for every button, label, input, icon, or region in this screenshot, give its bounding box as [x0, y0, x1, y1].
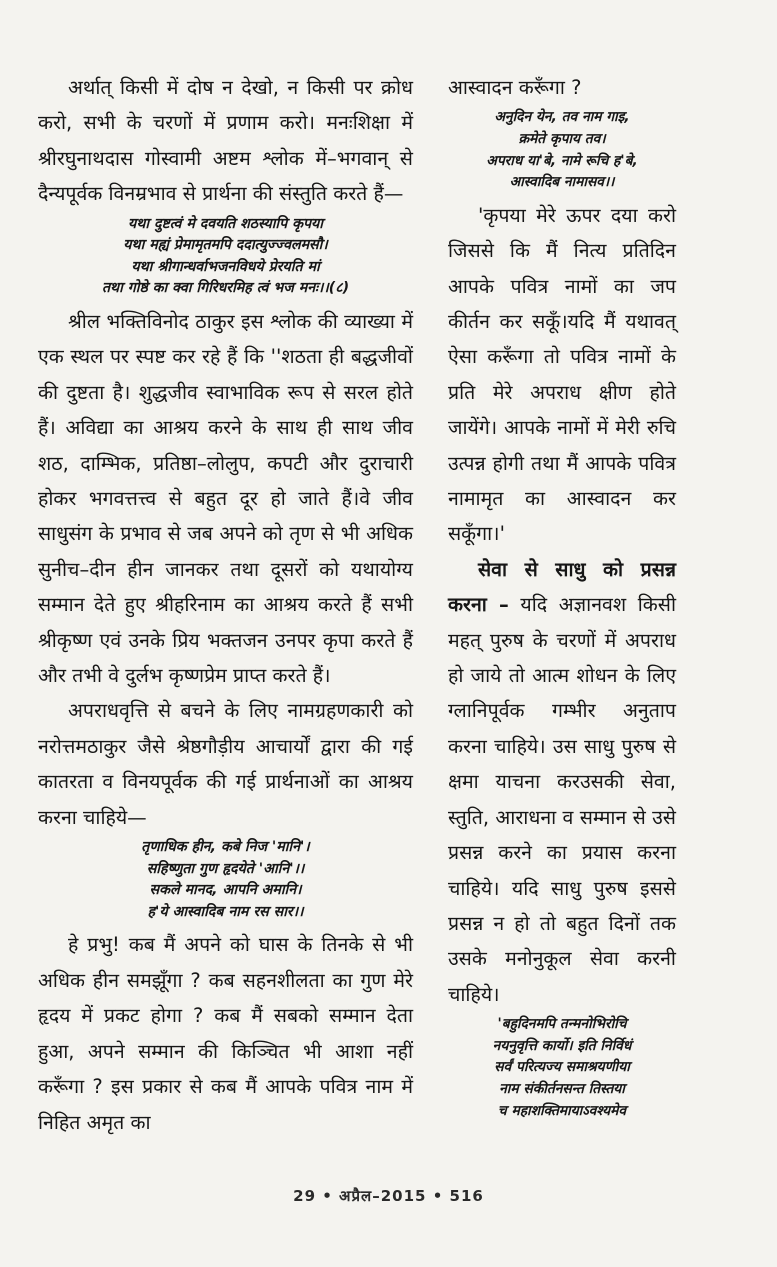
section-heading: सेवा से साधु को प्रसन्न करना – [448, 557, 676, 617]
verse-line: च महाशक्तिमायाऽवश्यमेव [497, 1102, 627, 1119]
sanskrit-verse [448, 1014, 676, 1122]
paragraph: अपराधवृत्ति से बचने के लिए नामग्रहणकारी को नरोत्तमठाकुर जैसे श्रेष्ठगौड़ीय आचार्यों द्वारा की गई कातरता व विनयपूर्वक की गई प्रार्थनाओं का आश्रय करना चाहिये— [38, 699, 413, 829]
paragraph: हे प्रभु! कब मैं अपने को घास के तिनके से भी अधिक हीन समझूँगा ? कब सहनशीलता का गुण मेरे हृदय में प्रकट होगा ? कब मैं सबको सम्मान देता हुआ, अपने सम्मान की किञ्चित भी आशा नहीं करूँगा ? इस प्रकार से कब मैं आपके पवित्र नाम में निहित अमृत का [38, 933, 413, 1134]
right-column [448, 70, 676, 1126]
paragraph: अर्थात् किसी में दोष न देखो, न किसी पर क्रोध करो, सभी के चरणों में प्रणाम करो। मनःशिक्षा में श्रीरघुनाथदास गोस्वामी अष्टम श्लोक में–भगवान् से दैन्यपूर्वक विनम्रभाव से प्रार्थना की संस्तुति करते हैं— [38, 76, 413, 206]
verse-line: यथा मह्यं प्रेमामृतमपि ददात्युज्ज्वलमसौ। [123, 237, 328, 254]
verse-line: तृणाधिक हीन, कबे निज 'मानि'। [141, 839, 310, 856]
verse-line: तथा गोष्ठे का क्वा गिरिधरमिह त्वं भज मनः।।(८) [101, 280, 350, 297]
bengali-verse [448, 107, 676, 193]
verse-line: क्रमेते कृपाय तव। [518, 131, 606, 147]
paragraph: आस्वादन करूँगा ? [448, 76, 582, 99]
left-column [38, 70, 413, 1140]
verse-line: अनुदिन येन, तव नाम गाइ, [494, 109, 630, 126]
verse-line: यथा दुष्टत्वं मे दवयति शठस्यापि कृपया [128, 215, 323, 232]
bengali-verse [38, 837, 413, 923]
verse-line: सहिष्णुता गुण हृदयेते 'आनि'।। [146, 860, 305, 877]
verse-line: नाम संकीर्तनसन्त तिस्तया [499, 1080, 625, 1097]
page-footer: 29 • अप्रैल–2015 • 516 [293, 1187, 484, 1205]
verse-line: ह'ये आस्वादिब नाम रस सार।। [147, 903, 304, 920]
paragraph [448, 552, 676, 1012]
sanskrit-verse [38, 214, 413, 300]
verse-line: सर्वं परित्यज्य समाश्रयणीया [494, 1059, 630, 1076]
paragraph: श्रील भक्तिविनोद ठाकुर इस श्लोक की व्याख्या में एक स्थल पर स्पष्ट कर रहे हैं कि ''शठता ही बद्धजीवों की दुष्टता है। शुद्धजीव स्वाभाविक रूप से सरल होते हैं। अविद्या का आश्रय करने के साथ ही साथ जीव शठ, दाम्भिक, प्रतिष्ठा–लोलुप, कपटी और दुराचारी होकर भगवत्तत्त्व से बहुत दूर हो जाते हैं।वे जीव साधुसंग के प्रभाव से जब अपने को तृण से भी अधिक सुनीच–दीन हीन जानकर तथा दूसरों को यथायोग्य सम्मान देते हुए श्रीहरिनाम का आश्रय करते हैं सभी श्रीकृष्ण एवं उनके प्रिय भक्तजन उनपर कृपा करते हैं और तभी वे दुर्लभ कृष्णप्रेम प्राप्त करते हैं। [38, 310, 413, 688]
verse-line: 'बहुदिनमपि तन्मनोभिरोचि [497, 1016, 627, 1033]
verse-line: यथा श्रीगान्धर्वाभजनविधये प्रेरयति मां [131, 258, 320, 275]
verse-line: अपराध या'बे, नामे रूचि ह'बे, [486, 152, 638, 169]
verse-line: सकले मानद, आपनि अमानि। [149, 882, 302, 899]
paragraph: 'कृपया मेरे ऊपर दया करो जिससे कि मैं नित्य प्रतिदिन आपके पवित्र नामों का जप कीर्तन कर सकूँ।यदि मैं यथावत् ऐसा करूँगा तो पवित्र नामों के प्रति मेरे अपराध क्षीण होते जायेंगे। आपके नामों में मेरी रुचि उत्पन्न होगी तथा मैं आपके पवित्र नामामृत का आस्वादन कर सकूँगा।' [448, 203, 676, 546]
paragraph-text: यदि अज्ञानवश किसी महत् पुरुष के चरणों में अपराध हो जाये तो आत्म शोधन के लिए ग्लानिपूर्वक गम्भीर अनुताप करना चाहिये। उस साधु पुरुष से क्षमा याचना करउसकी सेवा, स्तुति, आराधना व सम्मान से उसे प्रसन्न करने का प्रयास करना चाहिये। यदि साधु पुरुष इससे प्रसन्न न हो तो बहुत दिनों तक उसके मनोनुकूल सेवा करनी चाहिये। [448, 593, 676, 1006]
verse-line: नयनुवृत्ति कार्यो। इति निर्विधं [492, 1037, 632, 1054]
verse-line: आस्वादिब नामासव।। [509, 174, 615, 191]
